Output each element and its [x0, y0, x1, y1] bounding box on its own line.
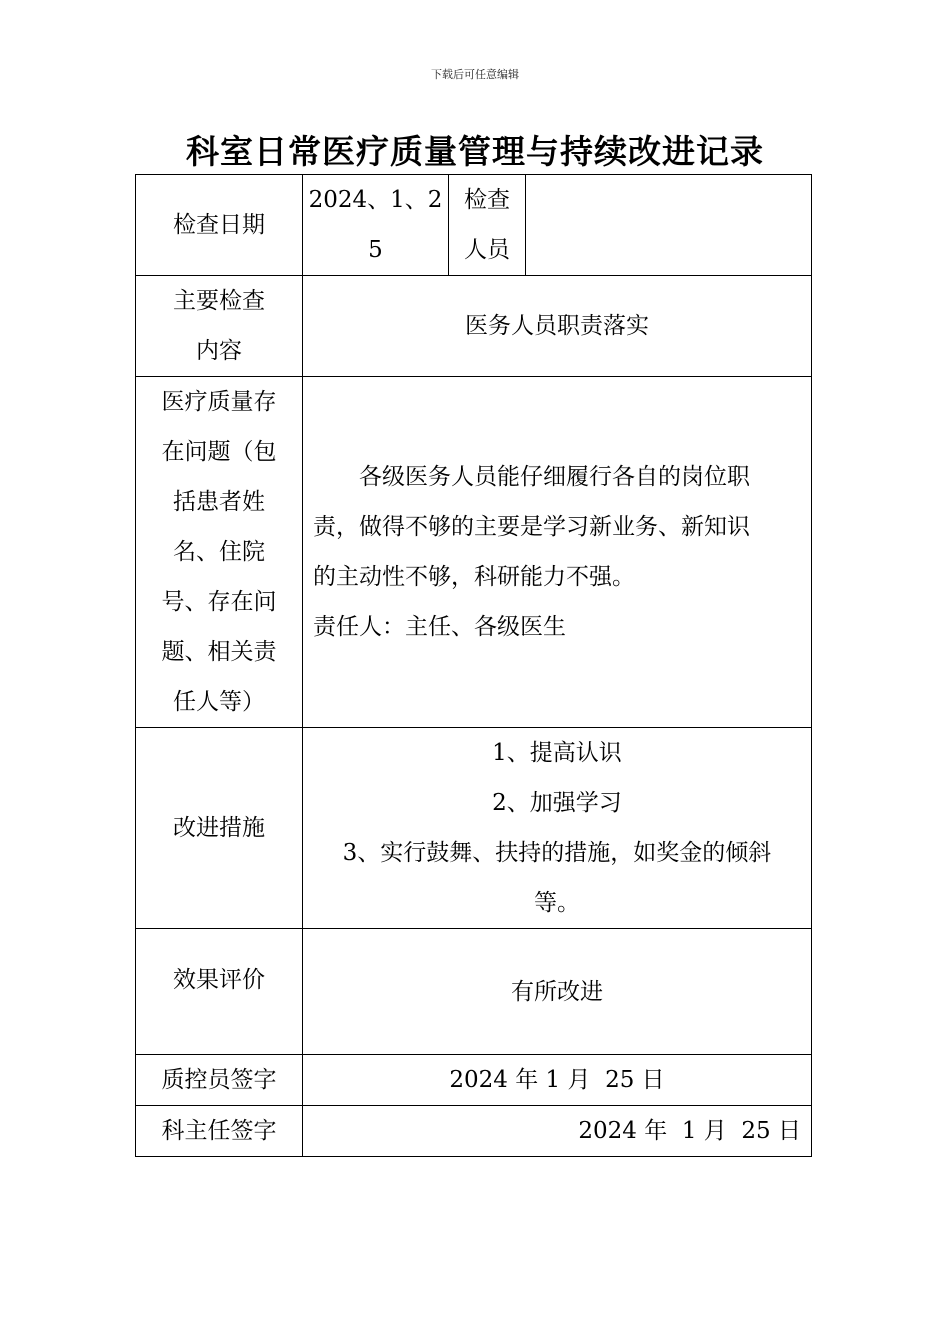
improve-item-3: 3、实行鼓舞、扶持的措施，如奖金的倾斜	[342, 840, 772, 866]
row-director-signature	[136, 1106, 812, 1157]
responsible-person: 责任人：主任、各级医生	[313, 614, 566, 640]
problem-label	[136, 377, 303, 728]
effect-label: 效果评价	[136, 929, 303, 1055]
improve-item-2: 2、加强学习	[492, 790, 622, 816]
row-date	[136, 175, 812, 276]
problem-label-line: 名、住院	[173, 539, 265, 565]
problem-text-line2: 责，做得不够的主要是学习新业务、新知识	[313, 514, 750, 540]
inspector-label	[449, 175, 526, 276]
problem-label-line: 医疗质量存	[161, 389, 277, 415]
row-qc-signature	[136, 1055, 812, 1106]
problem-label-line: 题、相关责	[161, 639, 277, 665]
improve-item-3-cont: 等。	[534, 890, 580, 916]
improve-item-1: 1、提高认识	[492, 740, 622, 766]
row-effect	[136, 929, 812, 1055]
qc-signature-date: 2024 年 1 月 25 日	[303, 1055, 812, 1106]
qc-signature-label: 质控员签字	[136, 1055, 303, 1106]
content-value: 医务人员职责落实	[303, 276, 812, 377]
problem-label-line: 括患者姓	[173, 489, 265, 515]
date-value-line2: 5	[368, 237, 383, 263]
content-label-line1: 主要检查	[173, 288, 265, 314]
inspector-value	[526, 175, 812, 276]
date-label: 检查日期	[136, 175, 303, 276]
content-label-line2: 内容	[196, 338, 242, 364]
inspector-label-line1: 检查	[464, 187, 510, 213]
problem-label-line: 号、存在问	[161, 589, 277, 615]
date-value-line1: 2024、1、2	[308, 187, 443, 213]
header-note: 下载后可任意编辑	[431, 68, 519, 81]
document-title: 科室日常医疗质量管理与持续改进记录	[186, 132, 764, 171]
problem-text	[303, 377, 812, 728]
problem-label-line: 任人等）	[173, 689, 265, 715]
row-improvement	[136, 728, 812, 929]
improve-label: 改进措施	[136, 728, 303, 929]
problem-text-line3: 的主动性不够，科研能力不强。	[313, 564, 635, 590]
record-table	[135, 174, 812, 1157]
director-signature-date: 2024 年 1 月 25 日	[303, 1106, 812, 1157]
date-value	[303, 175, 449, 276]
director-signature-label: 科主任签字	[136, 1106, 303, 1157]
row-problems	[136, 377, 812, 728]
inspector-label-line2: 人员	[464, 237, 510, 263]
row-content	[136, 276, 812, 377]
content-label	[136, 276, 303, 377]
problem-label-line: 在问题（包	[161, 439, 277, 465]
improve-list	[303, 728, 812, 929]
problem-text-line1: 各级医务人员能仔细履行各自的岗位职	[359, 464, 750, 490]
effect-value: 有所改进	[303, 929, 812, 1055]
